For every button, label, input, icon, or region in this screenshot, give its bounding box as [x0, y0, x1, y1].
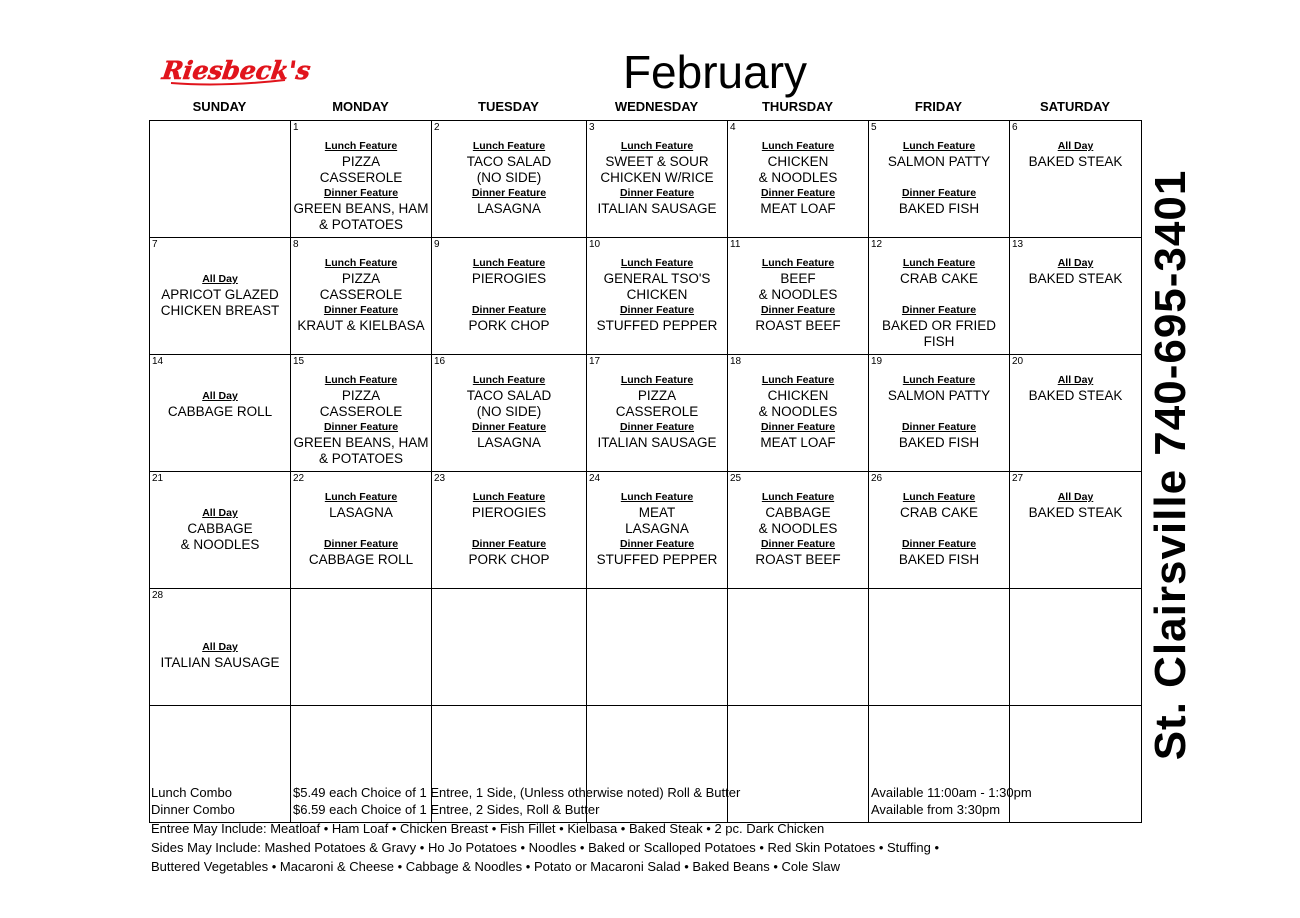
day-menu: [869, 140, 1009, 217]
dinner-feature-label: Dinner Feature: [471, 187, 547, 200]
day-number: 21: [152, 473, 164, 484]
day-number: 9: [434, 239, 440, 250]
calendar-day-cell: [587, 472, 728, 589]
dinner-feature-label: Dinner Feature: [619, 304, 695, 317]
weekday-sunday: SUNDAY: [192, 99, 247, 114]
menu-item: PIZZA: [637, 387, 677, 403]
menu-item: TACO SALAD: [466, 387, 552, 403]
day-menu: [291, 140, 431, 234]
menu-item: FISH: [923, 334, 955, 350]
store-location-phone-text: St. Clairsville 740-695-3401: [1146, 169, 1195, 761]
calendar-day-cell: [1010, 472, 1142, 589]
calendar-day-cell: [869, 589, 1010, 706]
dinner-feature-label: Dinner Feature: [760, 304, 836, 317]
day-number: 1: [293, 122, 299, 133]
lunch-feature-label: Lunch Feature: [620, 374, 694, 386]
day-menu: [728, 257, 868, 334]
menu-item: LASAGNA: [625, 521, 689, 537]
day-menu: [1010, 257, 1141, 287]
menu-item: PORK CHOP: [468, 551, 550, 567]
calendar-week: [150, 589, 1142, 706]
all-day-label: All Day: [1057, 491, 1094, 503]
day-menu: [432, 257, 586, 334]
menu-item: CASSEROLE: [319, 170, 403, 186]
calendar-day-cell: [728, 472, 869, 589]
calendar-week: [150, 472, 1142, 589]
lunch-feature-label: Lunch Feature: [324, 374, 398, 386]
lunch-feature-label: Lunch Feature: [761, 374, 835, 386]
day-menu: [291, 257, 431, 334]
menu-item: CHICKEN: [767, 387, 829, 403]
calendar-day-cell: [432, 355, 587, 472]
day-menu: [728, 491, 868, 568]
menu-item: PIZZA: [341, 387, 381, 403]
lunch-feature-label: Lunch Feature: [902, 374, 976, 386]
day-menu: [291, 491, 431, 568]
riesbecks-logo: [160, 52, 313, 88]
menu-item: ITALIAN SAUSAGE: [160, 654, 280, 670]
menu-item: ITALIAN SAUSAGE: [597, 434, 717, 450]
menu-item: ROAST BEEF: [755, 317, 841, 333]
spacer: [432, 521, 586, 538]
calendar-day-cell: [869, 472, 1010, 589]
calendar-day-cell: [587, 121, 728, 238]
menu-item: CHICKEN: [767, 153, 829, 169]
menu-item: GENERAL TSO'S: [603, 270, 711, 286]
calendar-day-cell: [728, 355, 869, 472]
day-number: 17: [589, 356, 601, 367]
dinner-feature-label: Dinner Feature: [323, 187, 399, 200]
spacer: [869, 170, 1009, 187]
weekday-thursday: THURSDAY: [761, 99, 834, 114]
day-menu: [587, 491, 727, 568]
menu-item: PIZZA: [341, 153, 381, 169]
dinner-feature-label: Dinner Feature: [901, 187, 977, 200]
menu-item: CABBAGE ROLL: [308, 551, 414, 567]
lunch-feature-label: Lunch Feature: [620, 491, 694, 503]
menu-item: & NOODLES: [758, 521, 838, 537]
dinner-feature-label: Dinner Feature: [471, 538, 547, 551]
menu-item: & NOODLES: [758, 287, 838, 303]
menu-item: (NO SIDE): [476, 404, 542, 420]
all-day-label: All Day: [202, 390, 238, 402]
all-day-label: All Day: [202, 273, 238, 285]
day-number: 26: [871, 473, 883, 484]
day-menu: [1010, 491, 1141, 521]
calendar-day-cell: [291, 589, 432, 706]
dinner-feature-label: Dinner Feature: [760, 187, 836, 200]
day-number: 24: [589, 473, 601, 484]
menu-item: LASAGNA: [477, 200, 541, 216]
day-number: 10: [589, 239, 601, 250]
lunch-feature-label: Lunch Feature: [761, 257, 835, 269]
day-number: 5: [871, 122, 877, 133]
dinner-feature-label: Dinner Feature: [901, 538, 977, 551]
menu-item: CASSEROLE: [615, 404, 699, 420]
day-menu: [587, 374, 727, 451]
lunch-combo-desc: $5.49 each Choice of 1 Entree, 1 Side, (Unless otherwise noted) Roll & Butter: [293, 785, 741, 800]
day-number: 25: [730, 473, 742, 484]
day-menu: [587, 257, 727, 334]
menu-item: STUFFED PEPPER: [596, 317, 718, 333]
day-number: 19: [871, 356, 883, 367]
menu-item: KRAUT & KIELBASA: [297, 317, 425, 333]
calendar-day-cell: [728, 706, 869, 823]
menu-item: SALMON PATTY: [887, 153, 991, 169]
calendar-week: [150, 121, 1142, 238]
calendar-day-cell: [432, 589, 587, 706]
dinner-feature-label: Dinner Feature: [323, 304, 399, 317]
menu-item: SALMON PATTY: [887, 387, 991, 403]
calendar-day-cell: [869, 355, 1010, 472]
menu-item: CABBAGE: [187, 520, 253, 536]
dinner-feature-label: Dinner Feature: [760, 421, 836, 434]
lunch-combo-label: Lunch Combo: [151, 785, 232, 800]
menu-item: CHICKEN BREAST: [160, 303, 280, 319]
day-number: 8: [293, 239, 299, 250]
dinner-feature-label: Dinner Feature: [619, 421, 695, 434]
day-number: 22: [293, 473, 305, 484]
calendar-day-cell: [150, 238, 291, 355]
weekday-wednesday: WEDNESDAY: [614, 99, 699, 114]
lunch-feature-label: Lunch Feature: [472, 491, 546, 503]
day-number: 11: [730, 239, 741, 250]
spacer: [291, 521, 431, 538]
menu-item: TACO SALAD: [466, 153, 552, 169]
dinner-feature-label: Dinner Feature: [901, 421, 977, 434]
calendar-day-cell: [150, 355, 291, 472]
dinner-combo-avail: Available from 3:30pm: [871, 802, 1001, 817]
day-number: 13: [1012, 239, 1024, 250]
menu-item: PIEROGIES: [471, 504, 547, 520]
calendar-day-cell: [728, 589, 869, 706]
month-title: February: [622, 46, 808, 98]
store-location-phone: [1142, 120, 1200, 810]
lunch-feature-label: Lunch Feature: [761, 140, 835, 152]
sides-list-line-2: Buttered Vegetables • Macaroni & Cheese • Cabbage & Noodles • Potato or Macaroni Salad • Baked Beans • Cole Slaw: [151, 859, 841, 874]
menu-item: ITALIAN SAUSAGE: [597, 200, 717, 216]
menu-item: BAKED FISH: [898, 200, 980, 216]
lunch-combo-avail: Available 11:00am - 1:30pm: [871, 785, 1032, 800]
calendar-day-cell: [869, 238, 1010, 355]
calendar-day-cell: [728, 121, 869, 238]
lunch-feature-label: Lunch Feature: [902, 257, 976, 269]
day-number: 16: [434, 356, 446, 367]
calendar-day-cell: [587, 355, 728, 472]
menu-item: CABBAGE: [765, 504, 831, 520]
menu-item: BAKED STEAK: [1028, 504, 1123, 520]
menu-item: LASAGNA: [477, 434, 541, 450]
calendar-day-cell: [728, 238, 869, 355]
all-day-label: All Day: [1057, 374, 1094, 386]
menu-item: CABBAGE ROLL: [167, 403, 273, 419]
day-menu: [728, 374, 868, 451]
day-number: 15: [293, 356, 305, 367]
menu-item: CHICKEN W/RICE: [600, 170, 714, 186]
calendar-day-cell: [869, 121, 1010, 238]
lunch-feature-label: Lunch Feature: [472, 374, 546, 386]
menu-item: BAKED OR FRIED: [881, 317, 997, 333]
menu-item: STUFFED PEPPER: [596, 551, 718, 567]
calendar-day-cell: [1010, 706, 1142, 823]
day-menu: [150, 507, 290, 554]
menu-item: BAKED STEAK: [1028, 153, 1123, 169]
day-menu: [432, 374, 586, 451]
spacer: [869, 521, 1009, 538]
menu-item: APRICOT GLAZED: [161, 286, 279, 302]
menu-item: & NOODLES: [758, 404, 838, 420]
calendar-day-cell: [150, 121, 291, 238]
dinner-feature-label: Dinner Feature: [471, 421, 547, 434]
lunch-feature-label: Lunch Feature: [620, 140, 694, 152]
menu-item: PIEROGIES: [471, 270, 547, 286]
calendar-day-cell: [291, 472, 432, 589]
day-number: 28: [152, 590, 164, 601]
menu-item: PORK CHOP: [468, 317, 550, 333]
menu-item: & POTATOES: [318, 217, 404, 233]
weekday-tuesday: TUESDAY: [478, 99, 539, 114]
lunch-feature-label: Lunch Feature: [472, 140, 546, 152]
calendar-week: [150, 238, 1142, 355]
lunch-feature-label: Lunch Feature: [324, 491, 398, 503]
weekday-saturday: SATURDAY: [1039, 99, 1111, 114]
svg-text:Riesbeck's: Riesbeck's: [160, 55, 313, 85]
calendar-day-cell: [432, 121, 587, 238]
calendar-day-cell: [150, 472, 291, 589]
day-menu: [150, 390, 290, 420]
menu-item: & POTATOES: [318, 451, 404, 467]
day-number: 4: [730, 122, 736, 133]
menu-item: PIZZA: [341, 270, 381, 286]
spacer: [869, 287, 1009, 304]
menu-item: SWEET & SOUR: [605, 153, 709, 169]
calendar-day-cell: [291, 238, 432, 355]
lunch-feature-label: Lunch Feature: [761, 491, 835, 503]
all-day-label: All Day: [1057, 140, 1094, 152]
calendar-day-cell: [587, 238, 728, 355]
weekday-friday: FRIDAY: [914, 99, 963, 114]
menu-item: & NOODLES: [180, 537, 260, 553]
lunch-feature-label: Lunch Feature: [902, 491, 976, 503]
calendar-day-cell: [1010, 355, 1142, 472]
dinner-feature-label: Dinner Feature: [471, 304, 547, 317]
entree-list: Entree May Include: Meatloaf • Ham Loaf • Chicken Breast • Fish Fillet • Kielbasa • Baked Steak • 2 pc. Dark Chicken: [151, 821, 825, 836]
spacer: [432, 287, 586, 304]
day-number: 3: [589, 122, 595, 133]
dinner-feature-label: Dinner Feature: [323, 421, 399, 434]
menu-item: BAKED FISH: [898, 434, 980, 450]
day-menu: [869, 491, 1009, 568]
menu-item: GREEN BEANS, HAM: [293, 434, 429, 450]
menu-item: BEEF: [780, 270, 816, 286]
day-number: 20: [1012, 356, 1024, 367]
day-menu: [587, 140, 727, 217]
calendar-day-cell: [587, 589, 728, 706]
calendar-week: [150, 355, 1142, 472]
day-number: 18: [730, 356, 742, 367]
calendar-day-cell: [1010, 238, 1142, 355]
menu-item: CRAB CAKE: [899, 270, 979, 286]
dinner-combo-label: Dinner Combo: [151, 802, 235, 817]
calendar-day-cell: [587, 706, 728, 823]
menu-item: & NOODLES: [758, 170, 838, 186]
menu-item: LASAGNA: [329, 504, 393, 520]
day-number: 2: [434, 122, 440, 133]
all-day-label: All Day: [202, 641, 238, 653]
menu-calendar: [149, 120, 1142, 823]
day-menu: [432, 140, 586, 217]
menu-item: MEAT LOAF: [760, 434, 836, 450]
day-number: 6: [1012, 122, 1018, 133]
calendar-day-cell: [291, 355, 432, 472]
lunch-feature-label: Lunch Feature: [324, 140, 398, 152]
menu-item: (NO SIDE): [476, 170, 542, 186]
menu-item: BAKED STEAK: [1028, 387, 1123, 403]
day-menu: [1010, 140, 1141, 170]
calendar-day-cell: [1010, 121, 1142, 238]
calendar-day-cell: [432, 472, 587, 589]
menu-item: CHICKEN: [626, 287, 688, 303]
calendar-day-cell: [432, 238, 587, 355]
day-number: 27: [1012, 473, 1024, 484]
menu-item: BAKED STEAK: [1028, 270, 1123, 286]
day-menu: [432, 491, 586, 568]
all-day-label: All Day: [1057, 257, 1094, 269]
spacer: [869, 404, 1009, 421]
dinner-feature-label: Dinner Feature: [619, 187, 695, 200]
lunch-feature-label: Lunch Feature: [620, 257, 694, 269]
day-number: 7: [152, 239, 158, 250]
day-menu: [150, 641, 290, 671]
day-menu: [869, 257, 1009, 351]
menu-item: CASSEROLE: [319, 404, 403, 420]
dinner-feature-label: Dinner Feature: [323, 538, 399, 551]
sides-list-line-1: Sides May Include: Mashed Potatoes & Gravy • Ho Jo Potatoes • Noodles • Baked or Scalloped Potatoes • Red Skin Potatoes • Stuffing •: [151, 840, 939, 855]
day-menu: [869, 374, 1009, 451]
dinner-feature-label: Dinner Feature: [760, 538, 836, 551]
day-menu: [728, 140, 868, 217]
menu-item: MEAT: [638, 504, 676, 520]
dinner-combo-desc: $6.59 each Choice of 1 Entree, 2 Sides, Roll & Butter: [293, 802, 600, 817]
calendar-day-cell: [291, 121, 432, 238]
day-menu: [291, 374, 431, 468]
all-day-label: All Day: [202, 507, 238, 519]
calendar-day-cell: [1010, 589, 1142, 706]
menu-item: CASSEROLE: [319, 287, 403, 303]
day-menu: [150, 273, 290, 320]
lunch-feature-label: Lunch Feature: [324, 257, 398, 269]
dinner-feature-label: Dinner Feature: [619, 538, 695, 551]
dinner-feature-label: Dinner Feature: [901, 304, 977, 317]
day-number: 14: [152, 356, 164, 367]
menu-item: GREEN BEANS, HAM: [293, 200, 429, 216]
day-menu: [1010, 374, 1141, 404]
day-number: 23: [434, 473, 446, 484]
calendar-day-cell: [150, 589, 291, 706]
menu-item: ROAST BEEF: [755, 551, 841, 567]
lunch-feature-label: Lunch Feature: [902, 140, 976, 152]
lunch-feature-label: Lunch Feature: [472, 257, 546, 269]
menu-item: BAKED FISH: [898, 551, 980, 567]
weekday-monday: MONDAY: [332, 99, 389, 114]
day-number: 12: [871, 239, 883, 250]
menu-item: MEAT LOAF: [760, 200, 836, 216]
menu-item: CRAB CAKE: [899, 504, 979, 520]
